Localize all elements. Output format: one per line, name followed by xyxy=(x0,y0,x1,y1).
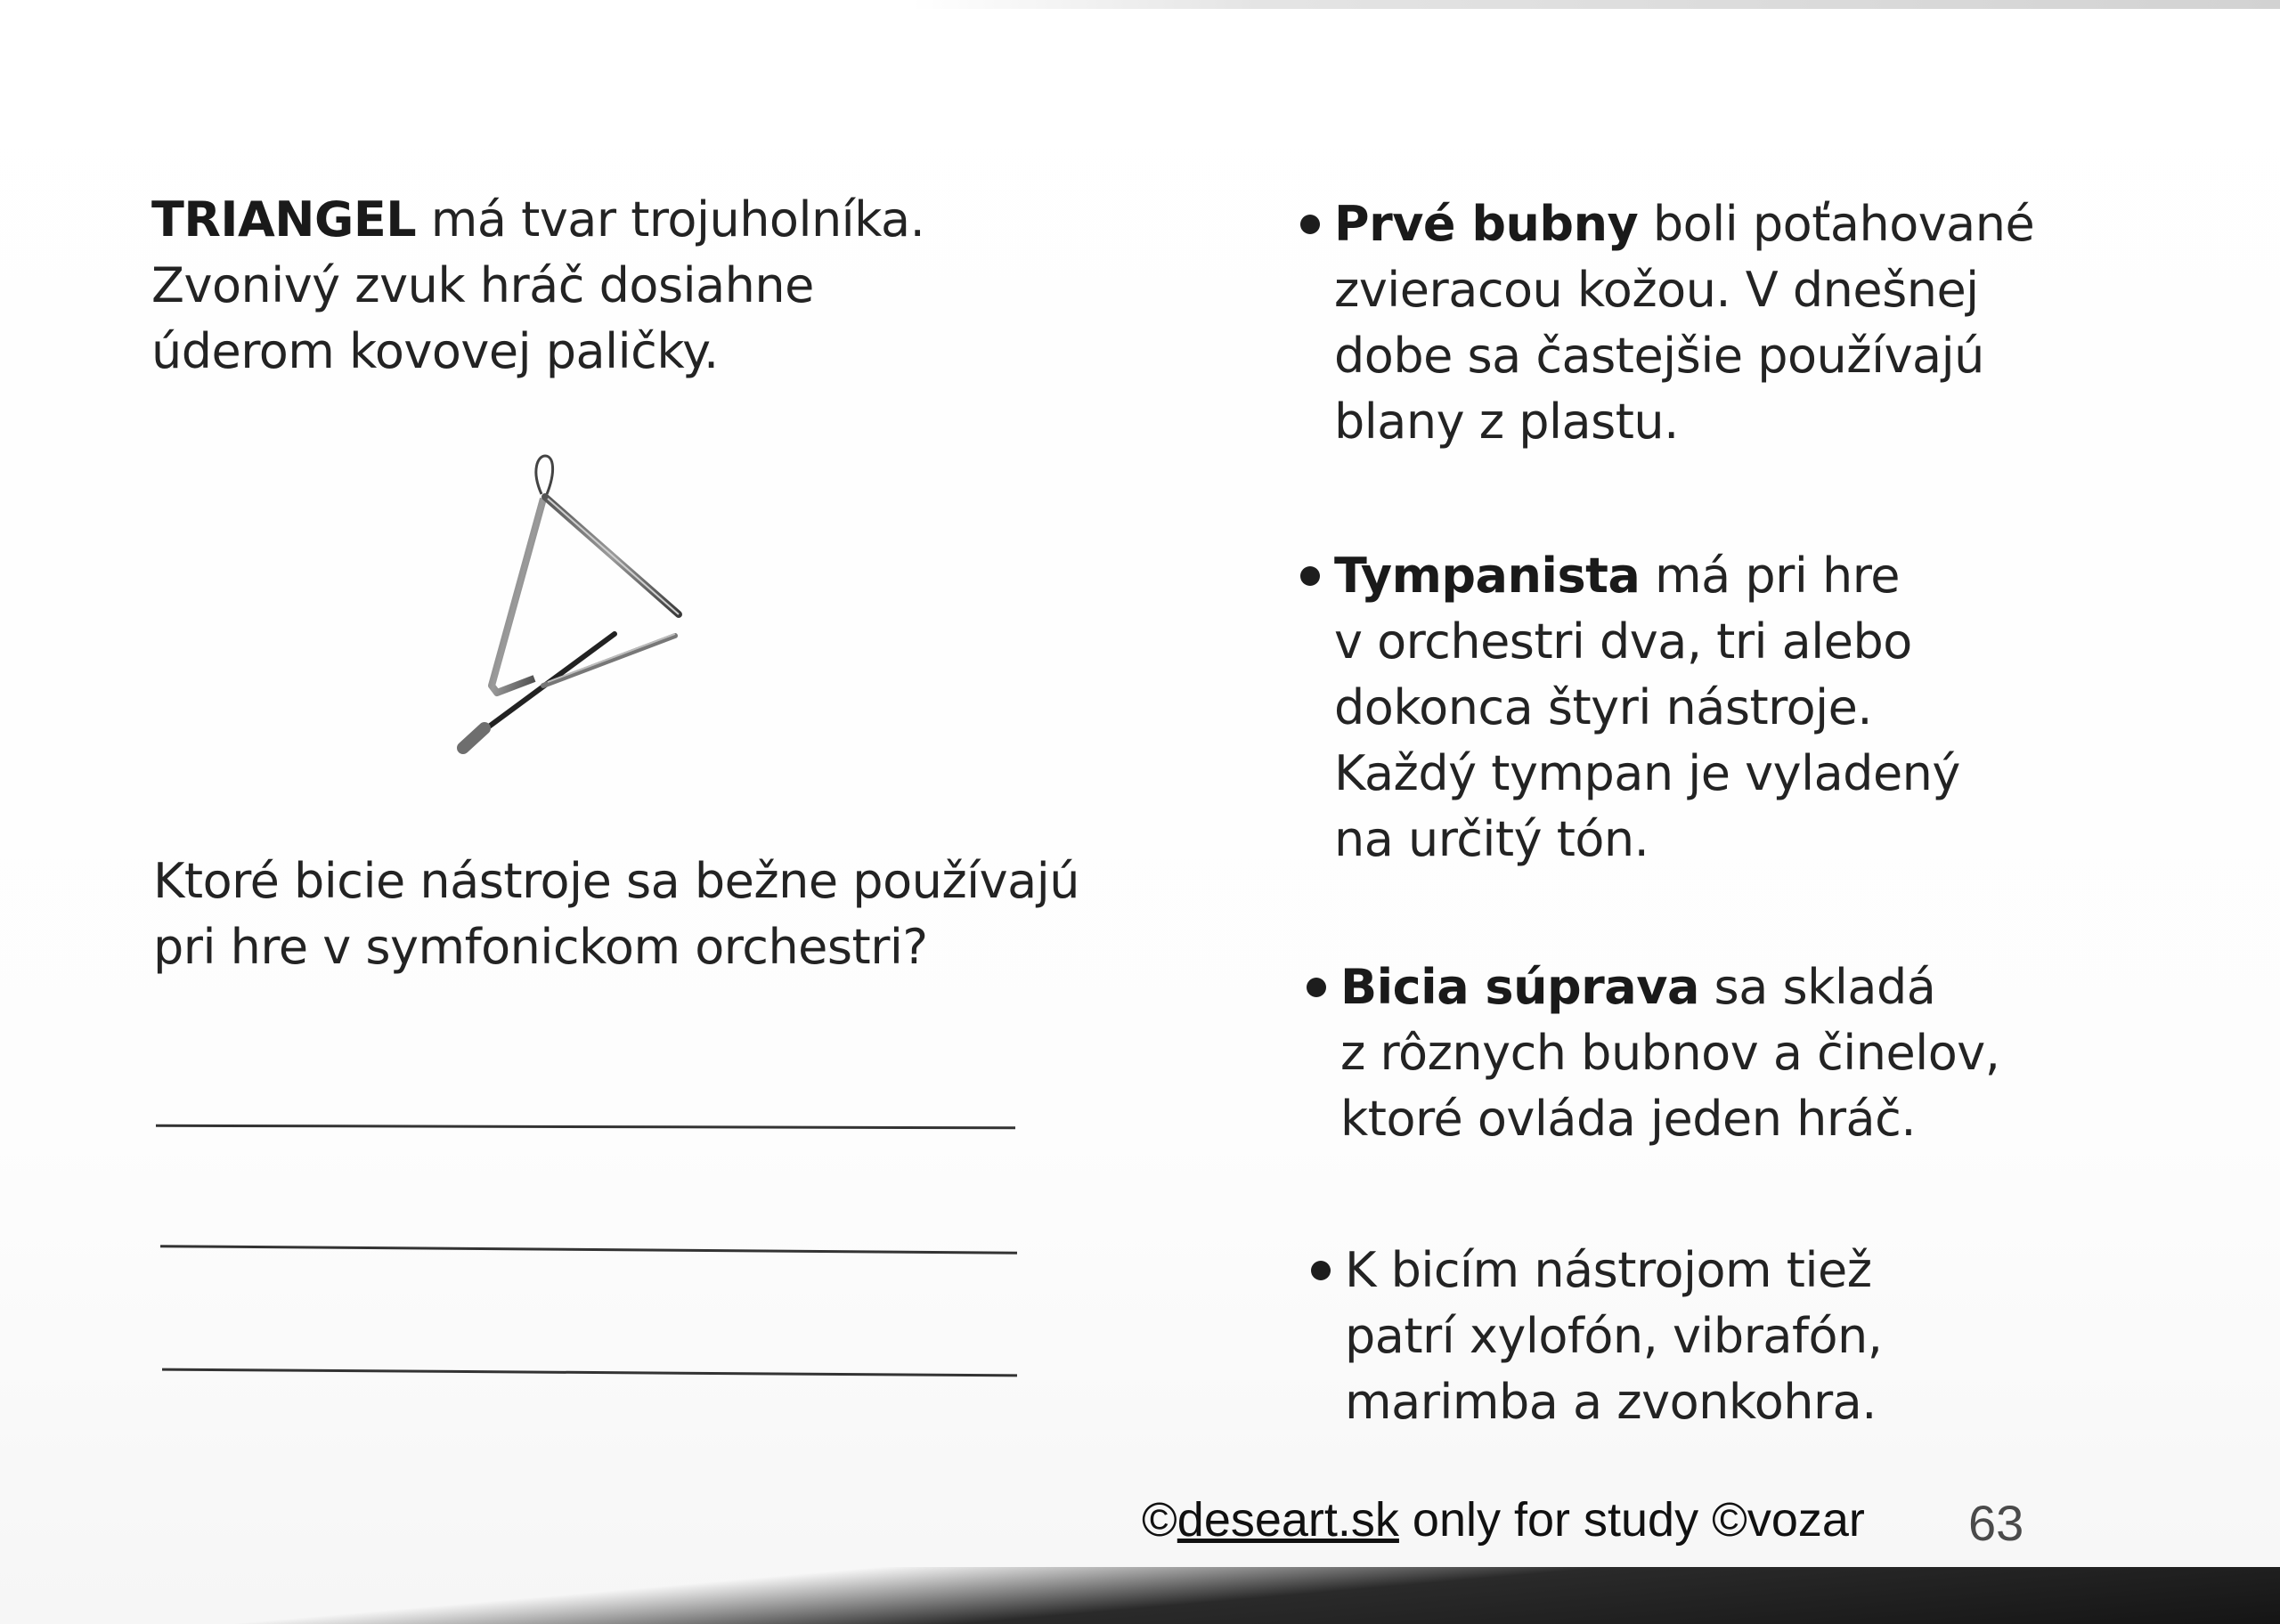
bullet-text: má pri hre xyxy=(1640,548,1900,604)
footer-prefix: © xyxy=(1142,1493,1177,1547)
bullet-dot-icon xyxy=(1307,978,1326,997)
bullet-line xyxy=(1340,954,2142,1020)
bullet-bold: Prvé bubny xyxy=(1334,196,1639,252)
bullet-line: z rôznych bubnov a činelov, xyxy=(1340,1025,2000,1081)
bullet-line: patrí xylofón, vibrafón, xyxy=(1345,1308,1883,1364)
question-line-2: pri hre v symfonickom orchestri? xyxy=(153,919,928,975)
bullet-line: blany z plastu. xyxy=(1334,394,1679,450)
answer-line[interactable] xyxy=(156,1125,1015,1130)
triangel-line-1 xyxy=(151,187,953,253)
bullet-bold: Bicia súprava xyxy=(1340,959,1699,1015)
bullet-item-prve-bubny xyxy=(1334,191,2136,455)
bullet-dot-icon xyxy=(1300,566,1320,586)
triangel-description xyxy=(151,187,953,385)
bullet-dot-icon xyxy=(1300,215,1320,234)
bullet-item-tympanista xyxy=(1334,543,2136,873)
bullet-bold: Tympanista xyxy=(1334,548,1641,604)
triangle-instrument-icon xyxy=(445,445,704,766)
bullet-item-bicia-suprava xyxy=(1340,954,2142,1152)
bullet-line: ktoré ovláda jeden hráč. xyxy=(1340,1091,1916,1147)
page-bottom-shadow xyxy=(0,1567,2280,1624)
footer-suffix: only for study ©vozar xyxy=(1398,1493,1865,1547)
bullet-line: dokonca štyri nástroje. xyxy=(1334,679,1873,735)
bullet-line: v orchestri dva, tri alebo xyxy=(1334,613,1912,670)
bullet-line xyxy=(1334,191,2136,257)
bullet-line: na určitý tón. xyxy=(1334,811,1649,867)
bullet-text: boli poťahované xyxy=(1638,196,2035,252)
page-top-edge xyxy=(0,0,2280,9)
triangel-line-1-rest: má tvar trojuholníka. xyxy=(416,191,925,248)
bullet-item-xylofon xyxy=(1345,1238,2146,1435)
footer-copyright xyxy=(1142,1492,1865,1547)
footer-link[interactable]: deseart.sk xyxy=(1177,1493,1399,1547)
page-number: 63 xyxy=(1968,1495,2024,1551)
bullet-line: K bicím nástrojom tiež xyxy=(1345,1242,1872,1298)
answer-line[interactable] xyxy=(160,1245,1017,1255)
question-text xyxy=(153,849,1133,980)
bullet-line: zvieracou kožou. V dnešnej xyxy=(1334,262,1979,318)
bullet-dot-icon xyxy=(1311,1261,1331,1280)
bullet-line: marimba a zvonkohra. xyxy=(1345,1374,1877,1430)
bullet-text: sa skladá xyxy=(1698,959,1936,1015)
question-line-1: Ktoré bicie nástroje sa bežne používajú xyxy=(153,853,1079,909)
bullet-line xyxy=(1334,543,2136,609)
triangel-line-3: úderom kovovej paličky. xyxy=(151,323,719,379)
answer-line[interactable] xyxy=(162,1368,1017,1377)
bullet-line: dobe sa častejšie používajú xyxy=(1334,328,1984,384)
triangel-title: TRIANGEL xyxy=(151,191,417,248)
triangel-line-2: Zvonivý zvuk hráč dosiahne xyxy=(151,257,814,313)
bullet-line: Každý tympan je vyladený xyxy=(1334,745,1960,801)
